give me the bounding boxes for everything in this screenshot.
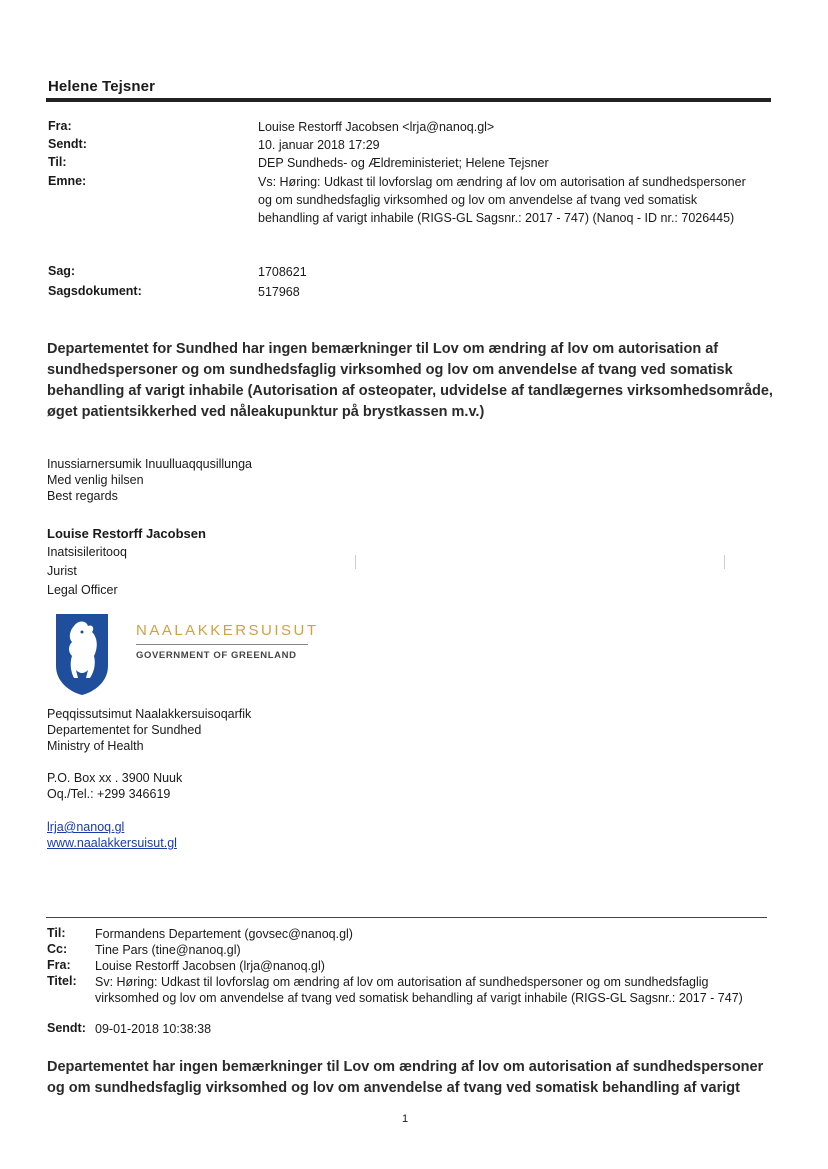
department-line-2: Departementet for Sundhed [47, 723, 202, 737]
signature-title-3: Legal Officer [47, 583, 118, 597]
department-line-1: Peqqissutsimut Naalakkersuisoqarfik [47, 707, 252, 721]
signature-address [47, 770, 182, 802]
fwd-title-label: Titel: [47, 974, 77, 988]
fwd-from-label: Fra: [47, 958, 71, 972]
signature-title-1: Inatsisileritooq [47, 545, 127, 559]
fwd-title-value: Sv: Høring: Udkast til lovforslag om ændring af lov om autorisation af sundhedspersoner og om sundhedsfaglig virksomhed og lov om anvendelse af tvang ved somatisk behandling af varigt inhabile (RIGS-GL Sagsnr.: 2017 - 747) [95, 975, 743, 1005]
fwd-cc-label: Cc: [47, 942, 68, 956]
sent-value: 10. januar 2018 17:29 [258, 138, 380, 152]
greeting-line-3: Best regards [47, 489, 118, 503]
greenland-polar-bear-shield-icon [52, 612, 112, 701]
fwd-cc-value: Tine Pars (tine@nanoq.gl) [95, 943, 241, 957]
subject-label: Emne: [48, 174, 87, 188]
signature-name: Louise Restorff Jacobsen [47, 526, 206, 541]
department-line-3: Ministry of Health [47, 739, 144, 753]
case-value: 1708621 [258, 265, 307, 279]
to-label: Til: [48, 155, 67, 169]
organization-divider [136, 644, 308, 645]
case-label: Sag: [48, 264, 76, 278]
signature-title-2: Jurist [47, 564, 77, 578]
page-number: 1 [402, 1113, 409, 1125]
mailbox-owner-name: Helene Tejsner [48, 78, 156, 95]
email-body-text: Departementet for Sundhed har ingen bemærkninger til Lov om ændring af lov om autorisation af sundhedspersoner og om sundhedsfaglig virksomhed og lov om anvendelse af tvang ved somatisk behandling af varigt inhabile (Autorisation af osteopater, udvidelse af tandlægernes virksomhedsområde, øget patientsikkerhed ved nåleakupunktur på brystkassen m.v.) [47, 341, 773, 420]
greeting-line-1: Inussiarnersumik Inuulluaqqusillunga [47, 457, 252, 471]
case-document-value: 517968 [258, 285, 300, 299]
fwd-sent-label: Sendt: [47, 1021, 86, 1035]
signature-person [47, 524, 206, 600]
fwd-sent-value: 09-01-2018 10:38:38 [95, 1022, 212, 1036]
signature-greeting [47, 456, 252, 504]
fwd-to-label: Til: [47, 926, 66, 940]
fwd-to-value: Formandens Departement (govsec@nanoq.gl) [95, 927, 353, 941]
signature-department [47, 706, 251, 754]
address-line-2: Oq./Tel.: +299 346619 [47, 787, 171, 801]
fwd-from-value: Louise Restorff Jacobsen (lrja@nanoq.gl) [95, 959, 325, 973]
greeting-line-2: Med venlig hilsen [47, 473, 144, 487]
header-divider [46, 98, 771, 102]
forwarded-body-text: Departementet har ingen bemærkninger til Lov om ændring af lov om autorisation af sundhedspersoner og om sundhedsfaglig virksomhed og lov om anvendelse af tvang ved somatisk behandling af varigt [47, 1059, 764, 1096]
from-label: Fra: [48, 119, 72, 133]
forwarded-divider [46, 917, 767, 918]
to-value: DEP Sundheds- og Ældreministeriet; Helene Tejsner [258, 156, 549, 170]
scan-mark [724, 555, 725, 569]
signature-links [47, 819, 177, 851]
organization-subtitle: GOVERNMENT OF GREENLAND [136, 650, 297, 661]
email-link[interactable]: lrja@nanoq.gl [47, 820, 125, 834]
subject-value: Vs: Høring: Udkast til lovforslag om ændring af lov om autorisation af sundhedspersoner og om sundhedsfaglig virksomhed og lov om anvendelse af tvang ved somatisk behandling af varigt inhabile (RIGS-GL Sagsnr.: 2017 - 747) (Nanoq - ID nr.: 7026445) [258, 175, 746, 225]
organization-name: NAALAKKERSUISUT [136, 622, 319, 639]
from-value: Louise Restorff Jacobsen <lrja@nanoq.gl> [258, 120, 495, 134]
website-link[interactable]: www.naalakkersuisut.gl [47, 836, 177, 850]
sent-label: Sendt: [48, 137, 87, 151]
scan-mark [355, 555, 356, 569]
address-line-1: P.O. Box xx . 3900 Nuuk [47, 771, 183, 785]
case-document-label: Sagsdokument: [48, 284, 142, 298]
